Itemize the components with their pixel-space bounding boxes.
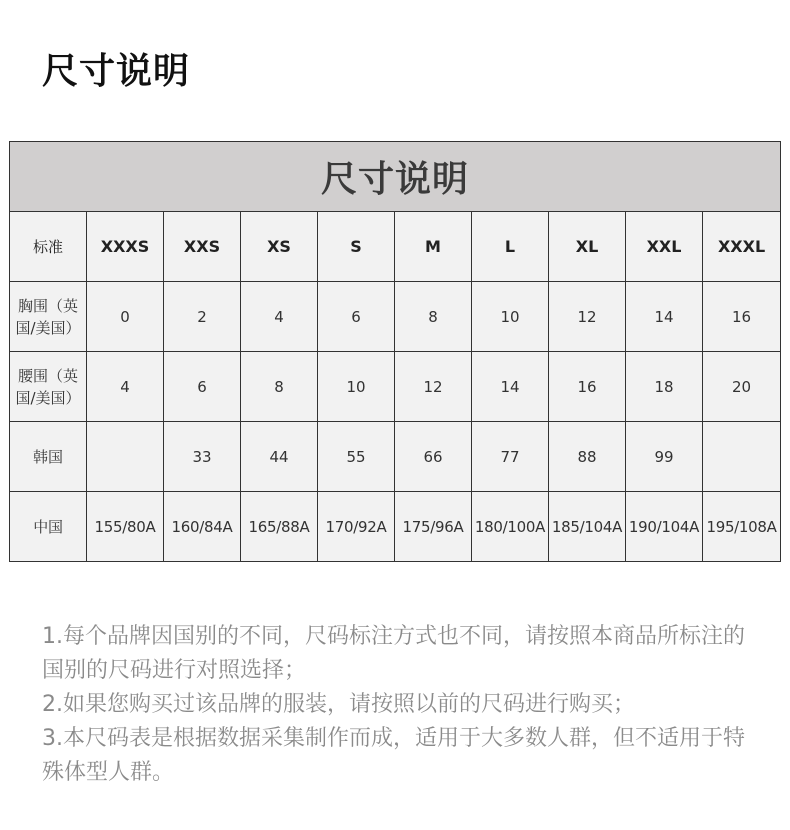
table-cell: 175/96A	[395, 492, 472, 562]
page-title: 尺寸说明	[42, 51, 191, 92]
table-cell: 160/84A	[164, 492, 241, 562]
table-cell: 4	[241, 282, 318, 352]
table-cell: 0	[87, 282, 164, 352]
table-caption-row	[10, 142, 781, 212]
table-header-row	[10, 212, 781, 282]
header-label: 标准	[10, 212, 87, 282]
table-cell: 10	[318, 352, 395, 422]
size-notes	[42, 620, 762, 790]
table-cell: 55	[318, 422, 395, 492]
table-row	[10, 352, 781, 422]
table-cell	[703, 422, 781, 492]
note-item: 1.每个品牌因国别的不同，尺码标注方式也不同，请按照本商品所标注的国别的尺码进行对照选择；	[42, 624, 745, 683]
table-row	[10, 422, 781, 492]
table-cell: 195/108A	[703, 492, 781, 562]
size-header: XXS	[164, 212, 241, 282]
table-cell: 77	[472, 422, 549, 492]
table-cell: 16	[549, 352, 626, 422]
table-cell: 170/92A	[318, 492, 395, 562]
table-cell: 6	[164, 352, 241, 422]
row-label: 中国	[10, 492, 87, 562]
table-row	[10, 282, 781, 352]
table-cell: 4	[87, 352, 164, 422]
size-header: XXXL	[703, 212, 781, 282]
note-item: 2.如果您购买过该品牌的服装，请按照以前的尺码进行购买；	[42, 692, 635, 717]
table-cell: 190/104A	[626, 492, 703, 562]
table-cell	[87, 422, 164, 492]
table-row	[10, 492, 781, 562]
table-cell: 44	[241, 422, 318, 492]
table-caption: 尺寸说明	[10, 142, 781, 212]
table-cell: 185/104A	[549, 492, 626, 562]
table-cell: 155/80A	[87, 492, 164, 562]
table-cell: 8	[241, 352, 318, 422]
table-cell: 14	[472, 352, 549, 422]
size-header: S	[318, 212, 395, 282]
row-label: 胸围（英国/美国）	[10, 282, 87, 352]
table-cell: 165/88A	[241, 492, 318, 562]
table-cell: 180/100A	[472, 492, 549, 562]
table-cell: 12	[395, 352, 472, 422]
size-header: XXL	[626, 212, 703, 282]
table-cell: 2	[164, 282, 241, 352]
table-cell: 6	[318, 282, 395, 352]
size-table	[9, 141, 781, 562]
size-header: L	[472, 212, 549, 282]
table-cell: 33	[164, 422, 241, 492]
row-label: 腰围（英国/美国）	[10, 352, 87, 422]
table-cell: 8	[395, 282, 472, 352]
size-header: XS	[241, 212, 318, 282]
table-cell: 88	[549, 422, 626, 492]
table-cell: 99	[626, 422, 703, 492]
table-cell: 12	[549, 282, 626, 352]
table-cell: 18	[626, 352, 703, 422]
note-item: 3.本尺码表是根据数据采集制作而成，适用于大多数人群，但不适用于特殊体型人群。	[42, 726, 745, 785]
size-header: XXXS	[87, 212, 164, 282]
table-cell: 66	[395, 422, 472, 492]
size-header: XL	[549, 212, 626, 282]
table-cell: 20	[703, 352, 781, 422]
table-cell: 16	[703, 282, 781, 352]
table-cell: 10	[472, 282, 549, 352]
size-header: M	[395, 212, 472, 282]
table-cell: 14	[626, 282, 703, 352]
row-label: 韩国	[10, 422, 87, 492]
